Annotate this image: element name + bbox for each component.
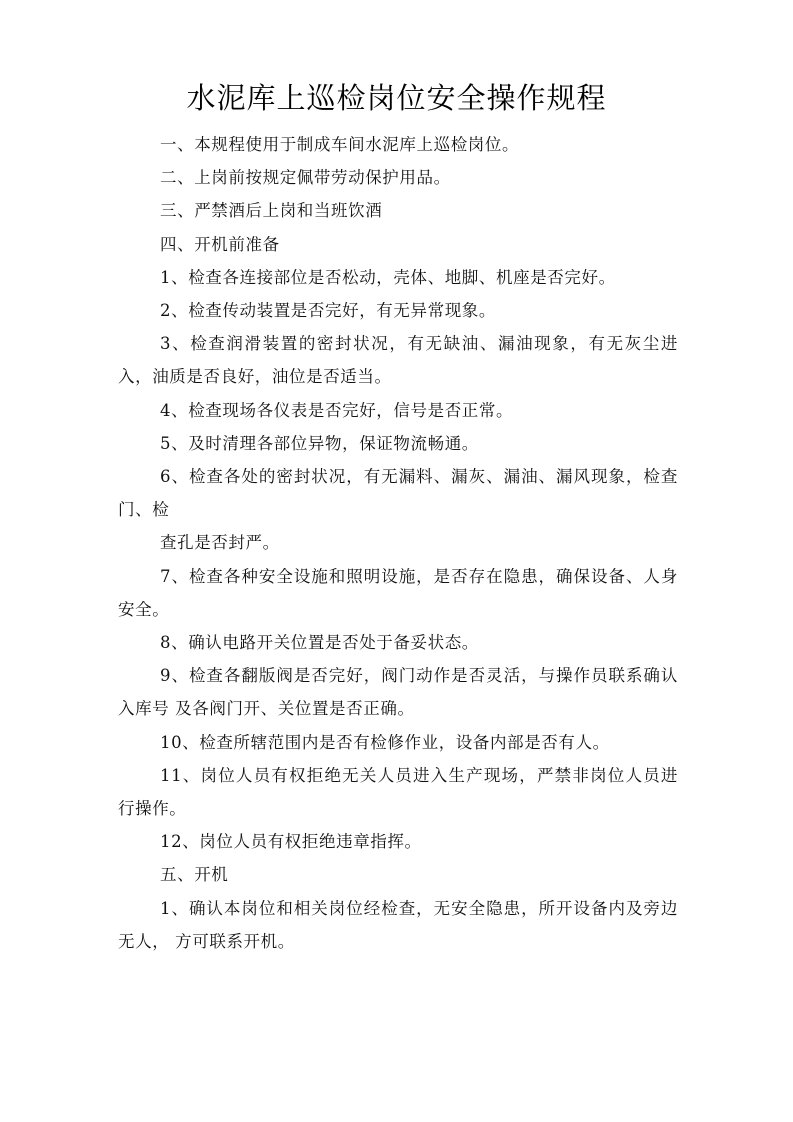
paragraph-item-4-3: 3、检查润滑装置的密封状况，有无缺油、漏油现象，有无灰尘进入，油质是否良好，油位是否适当。 — [118, 334, 678, 387]
paragraph-section-4-heading: 四、开机前准备 — [160, 234, 280, 254]
paragraph-item-4-7: 7、检查各种安全设施和照明设施，是否存在隐患，确保设备、人身安全。 — [118, 566, 678, 619]
paragraph-section-2: 二、上岗前按规定佩带劳动保护用品。 — [160, 168, 451, 188]
paragraph-item-4-2: 2、检查传动装置是否完好，有无异常现象。 — [160, 301, 496, 321]
paragraph-item-4-9: 9、检查各翻版阀是否完好，阀门动作是否灵活，与操作员联系确认入库号 及各阀门开、关位置是否正确。 — [118, 666, 678, 719]
paragraph-item-4-11: 11、岗位人员有权拒绝无关人员进入生产现场，严禁非岗位人员进行操作。 — [118, 765, 678, 819]
paragraph-section-1: 一、本规程使用于制成车间水泥库上巡检岗位。 — [160, 135, 520, 154]
paragraph-section-5-heading: 五、开机 — [160, 865, 229, 885]
paragraph-item-4-5: 5、及时清理各部位异物，保证物流畅通。 — [160, 433, 479, 453]
paragraph-item-4-10: 10、检查所辖范围内是否有检修作业，设备内部是否有人。 — [160, 732, 610, 752]
paragraph-item-4-4: 4、检查现场各仪表是否完好，信号是否正常。 — [160, 400, 514, 420]
paragraph-item-4-6: 6、检查各处的密封状况，有无漏料、漏灰、漏油、漏风现象，检查门、检 — [118, 467, 678, 520]
paragraph-item-4-12: 12、岗位人员有权拒绝违章指挥。 — [160, 832, 422, 852]
paragraph-item-4-8: 8、确认电路开关位置是否处于备妥状态。 — [160, 633, 479, 653]
paragraph-section-3: 三、严禁酒后上岗和当班饮酒 — [160, 201, 383, 221]
paragraph-item-5-1: 1、确认本岗位和相关岗位经检查，无安全隐患，所开设备内及旁边无人， 方可联系开机。 — [118, 898, 678, 951]
document-title: 水泥库上巡检岗位安全操作规程 — [186, 81, 607, 115]
paragraph-item-4-1: 1、检查各连接部位是否松动，壳体、地脚、机座是否完好。 — [160, 267, 616, 287]
paragraph-item-4-6-continued: 查孔是否封严。 — [160, 533, 280, 553]
document-body — [118, 128, 678, 958]
